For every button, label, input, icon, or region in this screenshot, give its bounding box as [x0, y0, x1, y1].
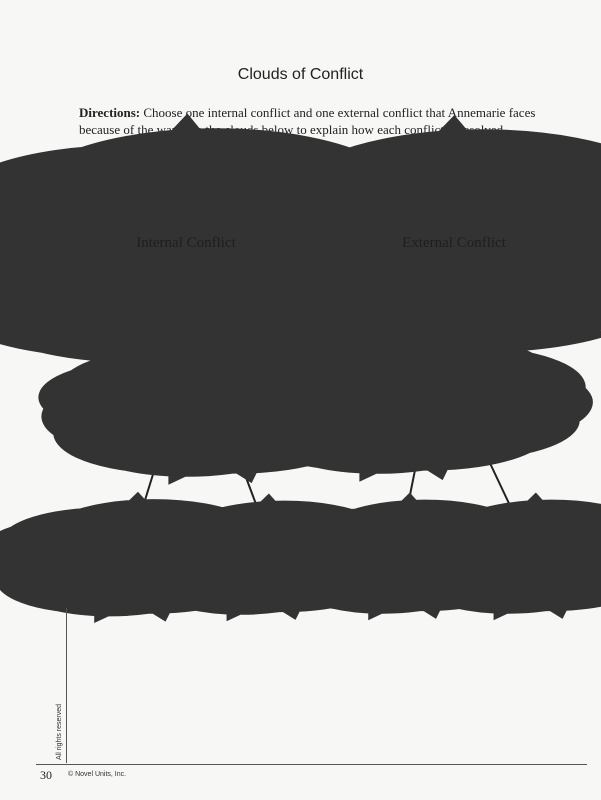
internal-conflict-label: Internal Conflict	[136, 235, 236, 251]
copyright-notice: © Novel Units, Inc.	[68, 771, 127, 778]
directions-body: Choose one internal conflict and one external conflict that Annemarie faces because of the war. Use the clouds below to explain how each conflict is resolved.	[79, 105, 536, 137]
external-resolution-cloud[interactable]	[327, 365, 494, 443]
external-conflict-label: External Conflict	[402, 235, 506, 251]
margin-vertical-rule	[66, 608, 67, 763]
page-number: 30	[40, 768, 52, 782]
page-title: Clouds of Conflict	[237, 66, 364, 83]
footer-rule	[36, 764, 587, 765]
rights-notice: All rights reserved	[56, 703, 63, 760]
bottom-cloud-4[interactable]	[467, 525, 601, 589]
directions-label: Directions:	[79, 105, 141, 120]
